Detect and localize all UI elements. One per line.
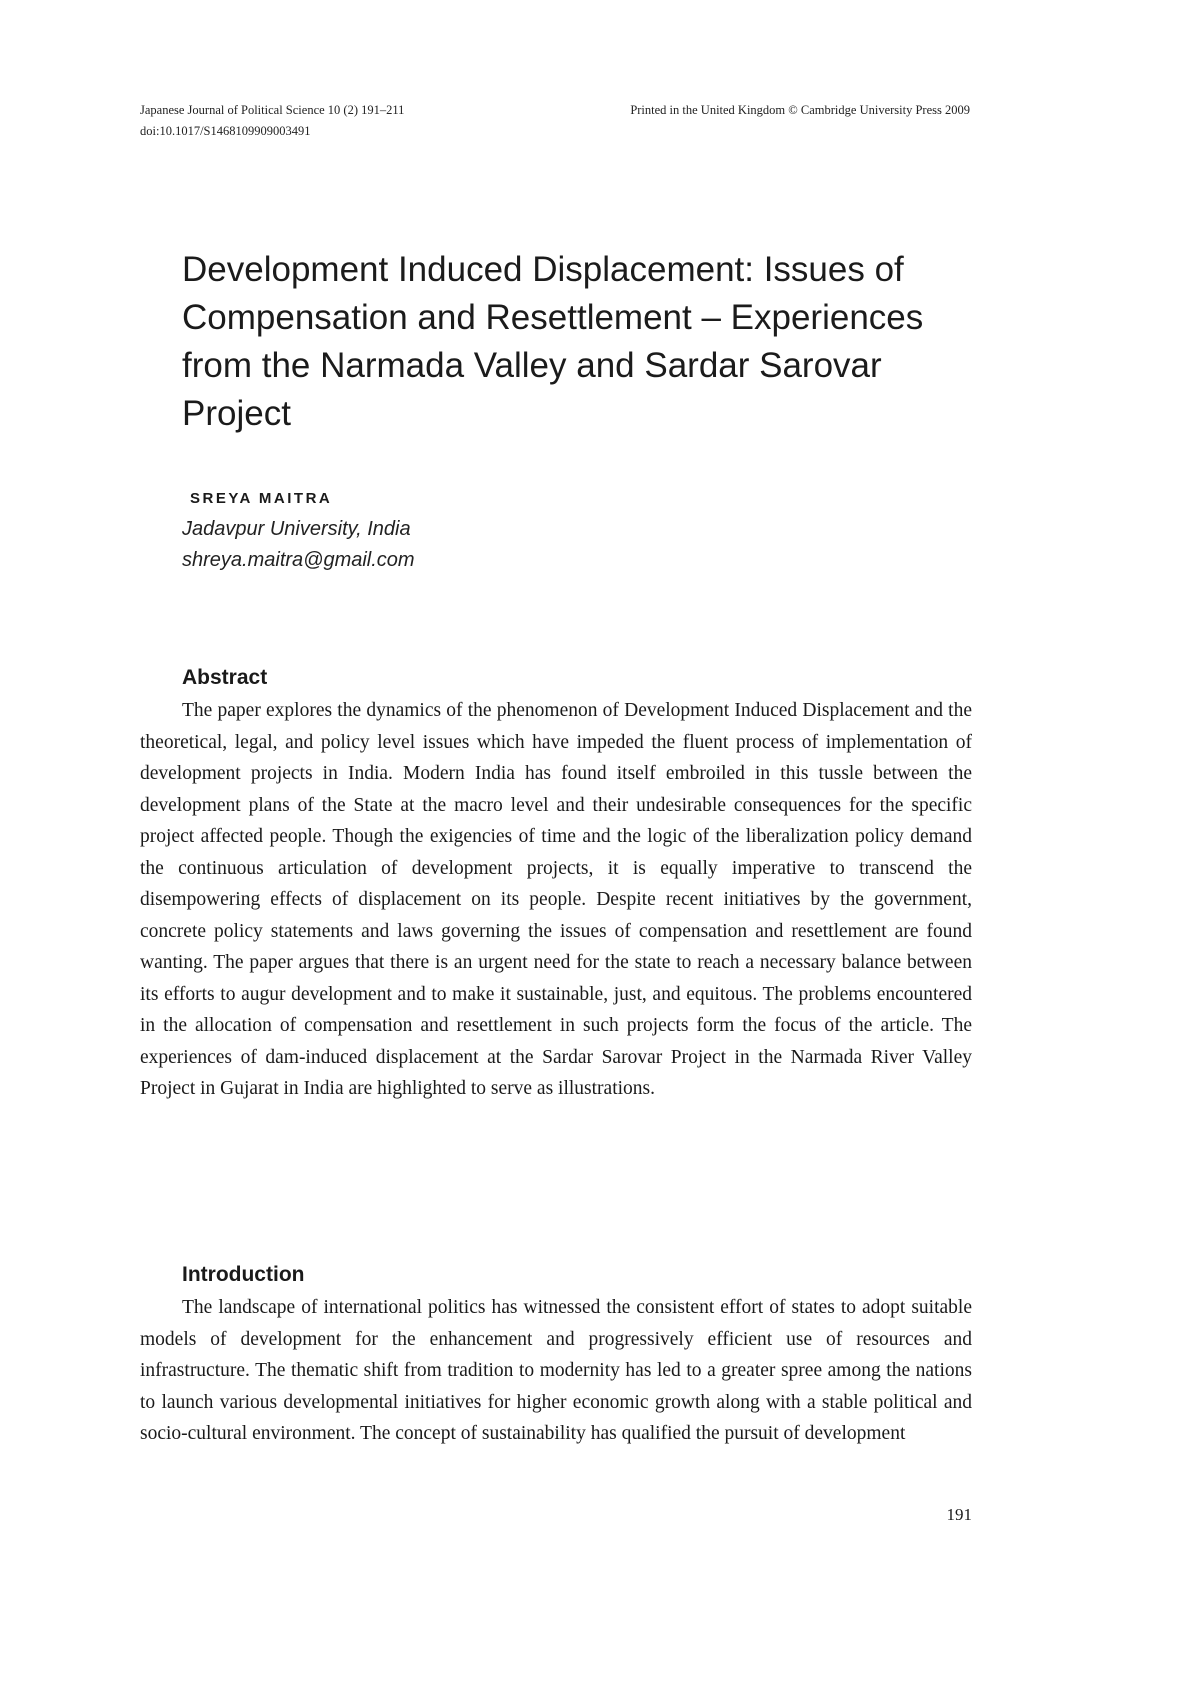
article-title: Development Induced Displacement: Issues of Compensation and Resettlement – Experiences from the Narmada Valley and Sardar Sarovar Project bbox=[182, 250, 924, 433]
abstract-section bbox=[140, 663, 972, 1105]
page-number: 191 bbox=[946, 1505, 972, 1524]
printed-notice: Printed in the United Kingdom © Cambridge University Press 2009 bbox=[630, 103, 970, 117]
author-email: shreya.maitra@gmail.com bbox=[182, 549, 415, 571]
author-name: SREYA MAITRA bbox=[190, 490, 333, 507]
header-top-row bbox=[140, 100, 970, 121]
abstract-text: The paper explores the dynamics of the phenomenon of Development Induced Displacement and the theoretical, legal, and policy level issues which have impeded the fluent process of implementation of development projects in India. Modern India has found itself embroiled in this tussle between the development plans of the State at the macro level and their undesirable consequences for the specific project affected people. Though the exigencies of time and the logic of the liberalization policy demand the continuous articulation of development projects, it is equally imperative to transcend the disempowering effects of displacement on its people. Despite recent initiatives by the government, concrete policy statements and laws governing the issues of compensation and resettlement are found wanting. The paper argues that there is an urgent need for the state to reach a necessary balance between its efforts to augur development and to make it sustainable, just, and equitous. The problems encountered in the allocation of compensation and resettlement in such projects form the focus of the article. The experiences of dam-induced displacement at the Sardar Sarovar Project in the Narmada River Valley Project in Gujarat in India are highlighted to serve as illustrations. bbox=[140, 700, 972, 1099]
journal-citation: Japanese Journal of Political Science 10 (2) 191–211 bbox=[140, 103, 405, 117]
author-block bbox=[182, 488, 782, 576]
running-header bbox=[140, 100, 970, 142]
introduction-text: The landscape of international politics has witnessed the consistent effort of states to adopt suitable models of development for the enhancement and progressively efficient use of resources and infrastructure. The thematic shift from tradition to modernity has led to a greater spree among the nations to launch various developmental initiatives for higher economic growth along with a stable political and socio-cultural environment. The concept of sustainability has qualified the pursuit of development bbox=[140, 1297, 972, 1444]
abstract-heading: Abstract bbox=[182, 666, 268, 689]
author-affiliation: Jadavpur University, India bbox=[182, 518, 411, 540]
doi: doi:10.1017/S1468109909003491 bbox=[140, 124, 311, 138]
introduction-section bbox=[140, 1260, 972, 1450]
introduction-heading: Introduction bbox=[182, 1263, 305, 1286]
